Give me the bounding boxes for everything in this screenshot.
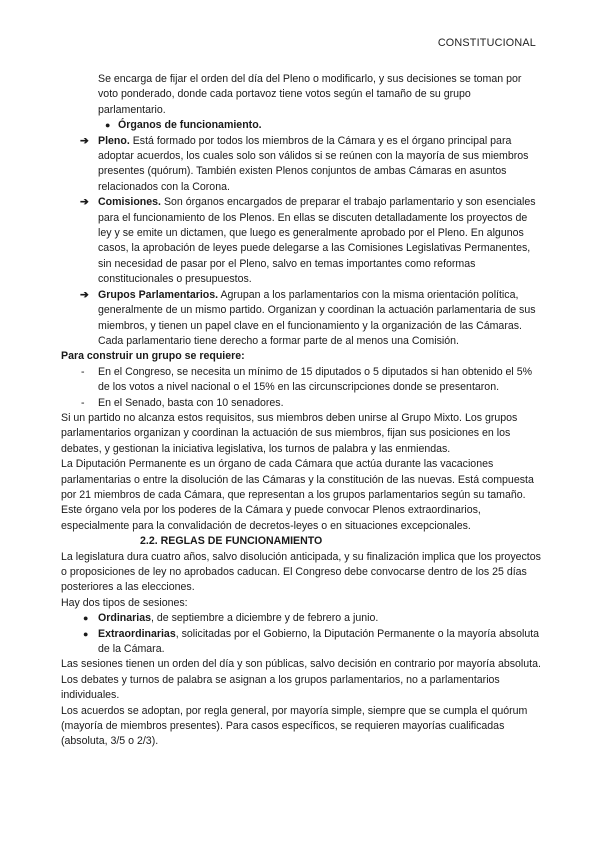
arrow-icon: ➔ (80, 134, 89, 147)
sesiones-intro: Hay dos tipos de sesiones: (61, 596, 188, 609)
requisito-senado: - En el Senado, basta con 10 senadores. (61, 396, 541, 411)
organo-item-pleno: ➔ Pleno. Está formado por todos los miembros de la Cámara y es el órgano principal para adoptar acuerdos, los cuales solo son válidos si se reúnen con la mayoría de sus miembros presentes (quórum). También existen Plenos conjuntos de ambas Cámaras en asuntos relacionados con la Corona. (80, 134, 529, 193)
dash-icon: - (81, 396, 85, 409)
acuerdos-paragraph: Los acuerdos se adoptan, por regla general, por mayoría simple, siempre que se cumpla el quórum (mayoría de miembros presentes). Para casos específicos, se requieren mayorías cualificadas (absoluta, 3/5 o 2/3). (61, 704, 528, 748)
organo-item-comisiones: ➔ Comisiones. Son órganos encargados de preparar el trabajo parlamentario y son esenciales para el funcionamiento de los Plenos. En ellas se discuten detalladamente los proyectos de ley y se emite un dictamen, que luego es generalmente aprobado por el Pleno. En algunos casos, la aprobación de leyes puede delegarse a las Comisiones Legislativas Permanentes, sin necesidad de pasar por el Pleno, salvo en temas importantes como reformas constitucionales o presupuestos. (80, 196, 536, 286)
page-header: CONSTITUCIONAL (437, 37, 536, 49)
diputacion-paragraph: La Diputación Permanente es un órgano de cada Cámara que actúa durante las vacaciones parlamentarias o entre la disolución de las Cámaras y la constitución de las nuevas. Está compuesta por 21 miembros de cada Cámara, que representan a los grupos parlamentarios según su tamaño. Este órgano vela por los poderes de la Cámara y puede convocar Plenos extraordinarios, especialmente para la convalidación de decretos-leyes o en situaciones excepcionales. (61, 458, 534, 532)
document-body (61, 72, 541, 750)
organos-heading: ● Órganos de funcionamiento. (61, 118, 541, 133)
sesiones-publicas-paragraph: Las sesiones tienen un orden del día y son públicas, salvo decisión en contrario por mayoría absoluta. Los debates y turnos de palabra se asignan a los grupos parlamentarios, no a parlamentarios individuales. (61, 658, 541, 702)
sesion-ordinarias: ● Ordinarias, de septiembre a diciembre y de febrero a junio. (61, 611, 541, 626)
grupo-mixto-paragraph: Si un partido no alcanza estos requisitos, sus miembros deben unirse al Grupo Mixto. Los grupos parlamentarios organizan y coordinan la actuación de sus miembros, fijan sus posiciones en los debates, y gestionan la iniciativa legislativa, los turnos de palabra y las enmiendas. (61, 411, 518, 455)
bullet-icon: ● (83, 613, 89, 624)
organo-item-grupos: ➔ Grupos Parlamentarios. Agrupan a los parlamentarios con la misma orientación política, generalmente de un mismo partido. Organizan y coordinan la actuación parlamentaria de sus miembros, y tienen un papel clave en el funcionamiento y la organización de las Cámaras. Cada parlamentario tiene derecho a formar parte de al menos una Comisión. (80, 288, 536, 347)
requisito-congreso: - En el Congreso, se necesita un mínimo de 15 diputados o 5 diputados si han obtenido el 5% de los votos a nivel nacional o el 15% en las circunscripciones donde se presentaron. (81, 365, 533, 394)
sesion-extraordinarias: ● Extraordinarias, solicitadas por el Gobierno, la Diputación Permanente o la mayoría absoluta de la Cámara. (83, 627, 540, 656)
intro-paragraph: Se encarga de fijar el orden del día del Pleno o modificarlo, y sus decisiones se toman por voto ponderado, donde cada portavoz tiene votos según el tamaño de su grupo parlamentario. (98, 73, 522, 116)
arrow-icon: ➔ (80, 288, 89, 301)
arrow-icon: ➔ (80, 196, 89, 209)
legislatura-paragraph: La legislatura dura cuatro años, salvo disolución anticipada, y su finalización implica que los proyectos o proposiciones de ley no aprobados caducan. El Congreso debe convocarse dentro de los 25 días posteriores a las elecciones. (61, 550, 541, 594)
grupo-heading: Para construir un grupo se requiere: (61, 350, 245, 363)
bullet-icon: ● (105, 120, 111, 131)
bullet-icon: ● (83, 628, 89, 639)
dash-icon: - (81, 365, 85, 378)
section-heading: 2.2. REGLAS DE FUNCIONAMIENTO (140, 535, 323, 548)
